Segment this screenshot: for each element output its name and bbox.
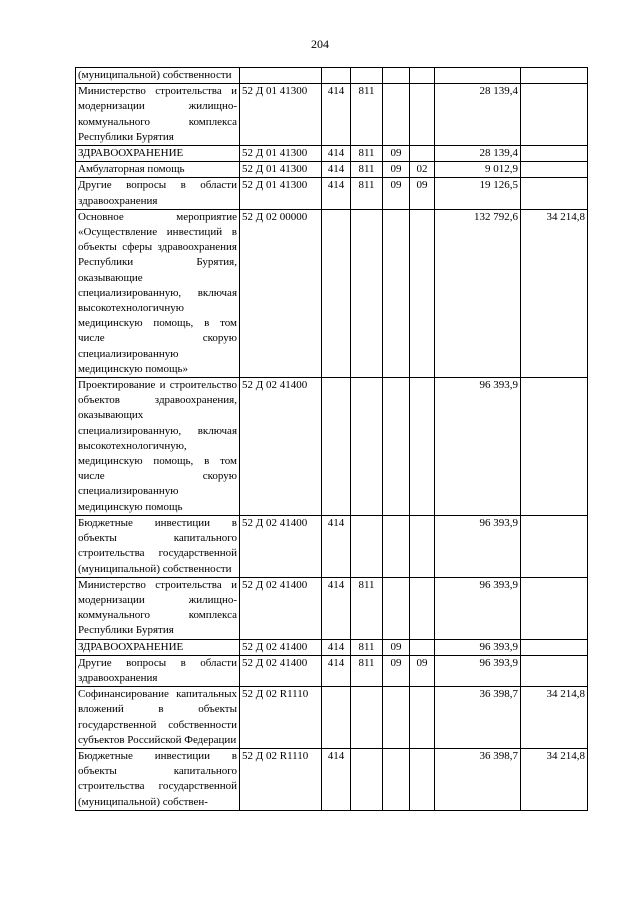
expense-type-cell: 414: [322, 577, 351, 639]
federal-amount-cell: [521, 84, 588, 146]
table-row: [76, 655, 588, 686]
expense-type-cell: 414: [322, 639, 351, 655]
amount-cell: 132 792,6: [435, 209, 521, 377]
section-cell: [383, 378, 410, 516]
ministry-code-cell: 811: [351, 655, 383, 686]
table-row: [76, 748, 588, 810]
amount-cell: 36 398,7: [435, 687, 521, 749]
amount-cell: 36 398,7: [435, 748, 521, 810]
subsection-cell: [410, 378, 435, 516]
amount-cell: 28 139,4: [435, 146, 521, 162]
row-name-cell: Другие вопросы в области здравоохранения: [76, 178, 240, 209]
expense-type-cell: [322, 378, 351, 516]
expense-type-cell: 414: [322, 178, 351, 209]
subsection-cell: 09: [410, 655, 435, 686]
section-cell: [383, 84, 410, 146]
subsection-cell: 09: [410, 178, 435, 209]
target-code-cell: 52 Д 01 41300: [240, 178, 322, 209]
row-name-cell: Другие вопросы в области здравоохранения: [76, 655, 240, 686]
amount-cell: 19 126,5: [435, 178, 521, 209]
target-code-cell: 52 Д 01 41300: [240, 84, 322, 146]
table-row: [76, 84, 588, 146]
ministry-code-cell: 811: [351, 162, 383, 178]
target-code-cell: 52 Д 01 41300: [240, 162, 322, 178]
amount-cell: 9 012,9: [435, 162, 521, 178]
section-cell: [383, 748, 410, 810]
ministry-code-cell: [351, 68, 383, 84]
row-name-cell: ЗДРАВООХРАНЕНИЕ: [76, 639, 240, 655]
section-cell: [383, 687, 410, 749]
federal-amount-cell: [521, 639, 588, 655]
ministry-code-cell: 811: [351, 146, 383, 162]
federal-amount-cell: [521, 378, 588, 516]
subsection-cell: [410, 515, 435, 577]
section-cell: [383, 209, 410, 377]
subsection-cell: [410, 84, 435, 146]
target-code-cell: 52 Д 02 R1110: [240, 687, 322, 749]
target-code-cell: 52 Д 02 41400: [240, 378, 322, 516]
section-cell: [383, 577, 410, 639]
subsection-cell: [410, 146, 435, 162]
expense-type-cell: 414: [322, 146, 351, 162]
federal-amount-cell: [521, 68, 588, 84]
section-cell: [383, 515, 410, 577]
federal-amount-cell: [521, 178, 588, 209]
ministry-code-cell: [351, 209, 383, 377]
federal-amount-cell: [521, 162, 588, 178]
federal-amount-cell: 34 214,8: [521, 748, 588, 810]
expense-type-cell: 414: [322, 84, 351, 146]
table-row: [76, 68, 588, 84]
table-row: [76, 178, 588, 209]
row-name-cell: Министерство строительства и модернизации жилищно-коммунального комплекса Республики Бурятия: [76, 577, 240, 639]
target-code-cell: 52 Д 02 R1110: [240, 748, 322, 810]
amount-cell: 96 393,9: [435, 515, 521, 577]
expense-type-cell: [322, 209, 351, 377]
amount-cell: 96 393,9: [435, 378, 521, 516]
ministry-code-cell: 811: [351, 84, 383, 146]
table-row: [76, 162, 588, 178]
row-name-cell: (муниципальной) собственности: [76, 68, 240, 84]
section-cell: 09: [383, 162, 410, 178]
amount-cell: [435, 68, 521, 84]
section-cell: 09: [383, 639, 410, 655]
amount-cell: 96 393,9: [435, 577, 521, 639]
target-code-cell: 52 Д 02 00000: [240, 209, 322, 377]
federal-amount-cell: [521, 515, 588, 577]
expense-type-cell: [322, 68, 351, 84]
ministry-code-cell: [351, 748, 383, 810]
subsection-cell: [410, 68, 435, 84]
table-row: [76, 209, 588, 377]
section-cell: 09: [383, 146, 410, 162]
federal-amount-cell: [521, 577, 588, 639]
target-code-cell: 52 Д 02 41400: [240, 577, 322, 639]
expense-type-cell: 414: [322, 655, 351, 686]
table-row: [76, 515, 588, 577]
table-row: [76, 639, 588, 655]
amount-cell: 28 139,4: [435, 84, 521, 146]
ministry-code-cell: 811: [351, 577, 383, 639]
table-body: [76, 68, 588, 811]
row-name-cell: Министерство строительства и модернизации жилищно-коммунального комплекса Республики Бурятия: [76, 84, 240, 146]
section-cell: 09: [383, 178, 410, 209]
expense-type-cell: [322, 687, 351, 749]
target-code-cell: 52 Д 02 41400: [240, 655, 322, 686]
subsection-cell: 02: [410, 162, 435, 178]
subsection-cell: [410, 748, 435, 810]
row-name-cell: Проектирование и строительство объектов здравоохранения, оказывающих специализированную, включая высокотехнологичную, медицинскую помощь, в том числе скорую специализированную медицинскую помощь: [76, 378, 240, 516]
table-row: [76, 378, 588, 516]
row-name-cell: Бюджетные инвестиции в объекты капитального строительства государственной (муниципальной) собственности: [76, 515, 240, 577]
target-code-cell: 52 Д 01 41300: [240, 146, 322, 162]
amount-cell: 96 393,9: [435, 639, 521, 655]
ministry-code-cell: [351, 687, 383, 749]
section-cell: 09: [383, 655, 410, 686]
row-name-cell: Амбулаторная помощь: [76, 162, 240, 178]
table-row: [76, 146, 588, 162]
row-name-cell: Софинансирование капитальных вложений в объекты государственной собственности субъектов Российской Федерации: [76, 687, 240, 749]
table-row: [76, 687, 588, 749]
federal-amount-cell: 34 214,8: [521, 687, 588, 749]
page-number: 204: [311, 37, 329, 51]
subsection-cell: [410, 687, 435, 749]
row-name-cell: Основное мероприятие «Осуществление инвестиций в объекты сферы здравоохранения Республики Бурятия, оказывающие специализированную, включая высокотехнологичную медицинскую помощь, в том числе скорую специализированную медицинскую помощь»: [76, 209, 240, 377]
row-name-cell: Бюджетные инвестиции в объекты капитального строительства государственной (муниципальной) собствен-: [76, 748, 240, 810]
ministry-code-cell: [351, 515, 383, 577]
section-cell: [383, 68, 410, 84]
ministry-code-cell: 811: [351, 639, 383, 655]
budget-table: [75, 67, 588, 811]
row-name-cell: ЗДРАВООХРАНЕНИЕ: [76, 146, 240, 162]
table-row: [76, 577, 588, 639]
subsection-cell: [410, 577, 435, 639]
federal-amount-cell: 34 214,8: [521, 209, 588, 377]
ministry-code-cell: [351, 378, 383, 516]
expense-type-cell: 414: [322, 515, 351, 577]
expense-type-cell: 414: [322, 748, 351, 810]
target-code-cell: [240, 68, 322, 84]
federal-amount-cell: [521, 146, 588, 162]
subsection-cell: [410, 639, 435, 655]
ministry-code-cell: 811: [351, 178, 383, 209]
federal-amount-cell: [521, 655, 588, 686]
subsection-cell: [410, 209, 435, 377]
target-code-cell: 52 Д 02 41400: [240, 515, 322, 577]
expense-type-cell: 414: [322, 162, 351, 178]
amount-cell: 96 393,9: [435, 655, 521, 686]
target-code-cell: 52 Д 02 41400: [240, 639, 322, 655]
